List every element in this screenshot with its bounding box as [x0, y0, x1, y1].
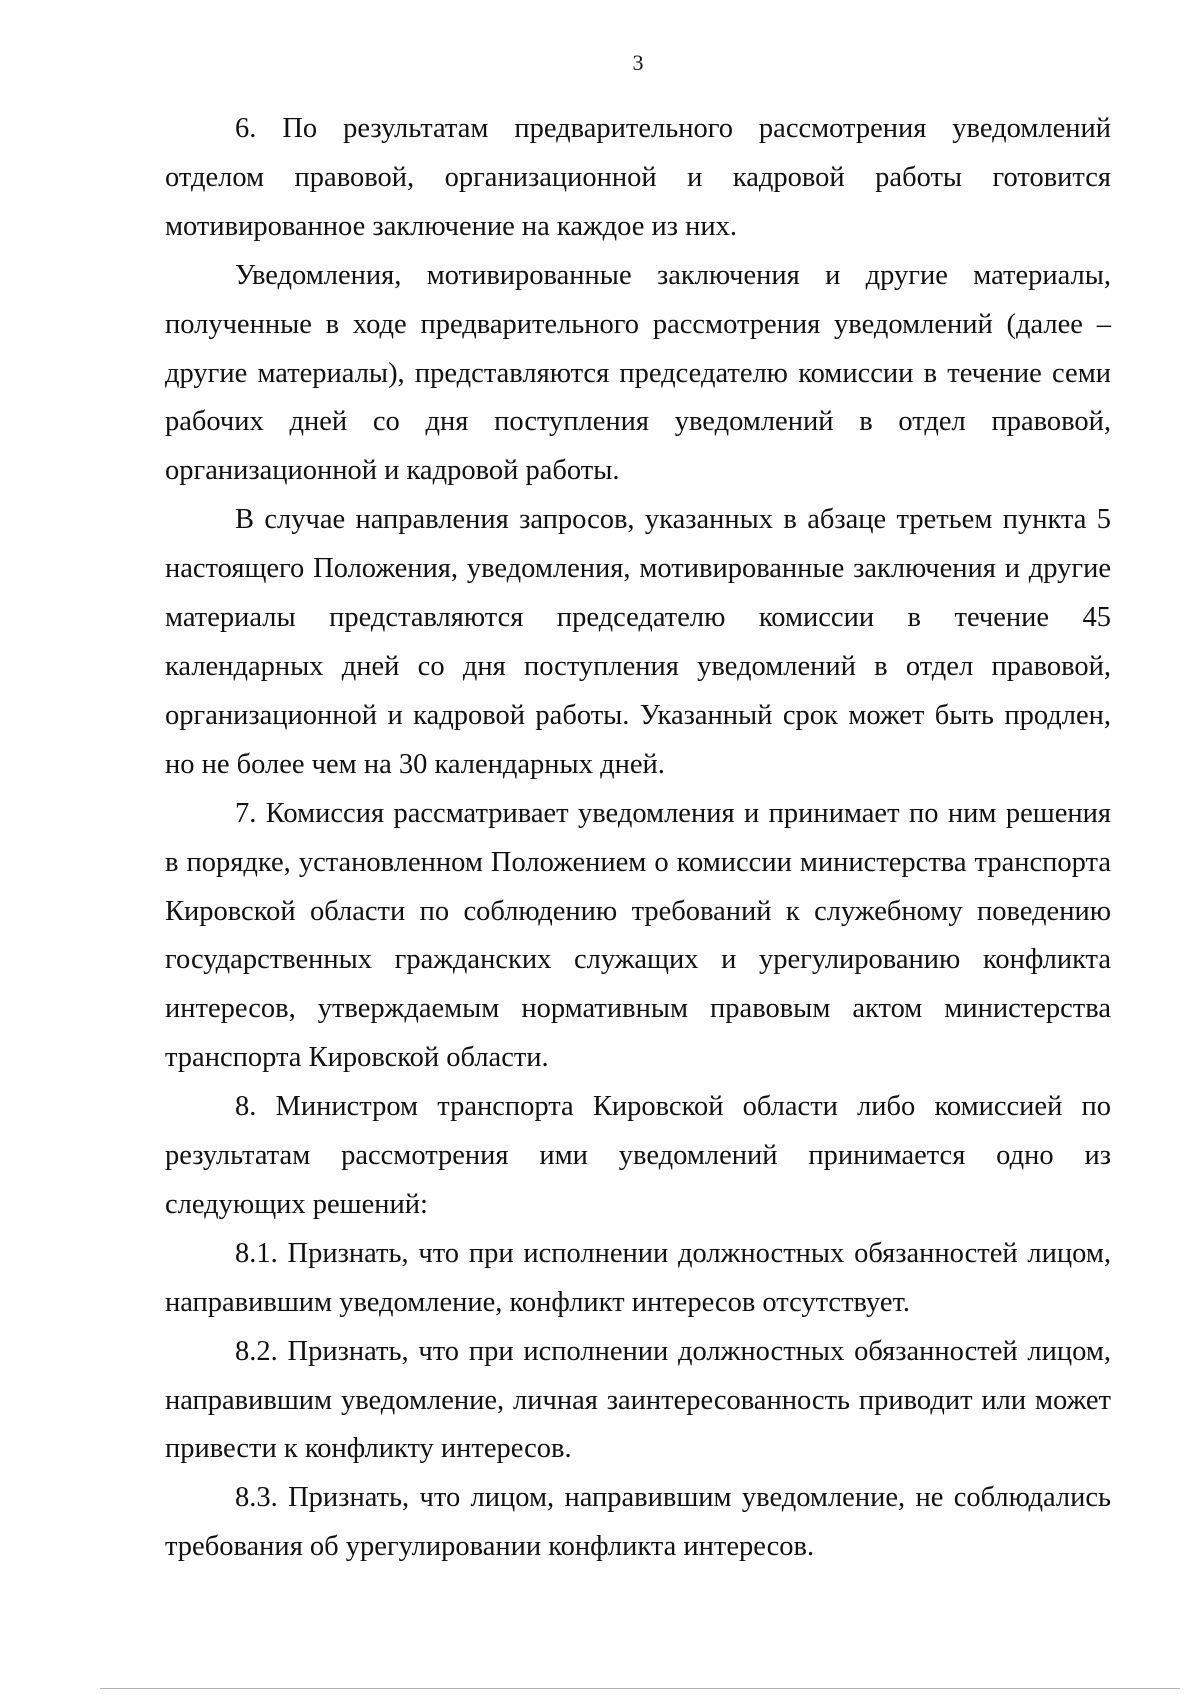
- paragraph-8: 8. Министром транспорта Кировской области либо комиссией по результатам рассмотрения ими уведомлений принимается одно из следующих решений:: [165, 1091, 1111, 1220]
- document-body: [165, 105, 1111, 1572]
- paragraph-6-requests: В случае направления запросов, указанных в абзаце третьем пункта 5 настоящего Положения, уведомления, мотивированные заключения и другие материалы представляются председателю комиссии в течение 45 календарных дней со дня поступления уведомлений в отдел правовой, организационной и кадровой работы. Указанный срок может быть продлен, но не более чем на 30 календарных дней.: [165, 504, 1111, 780]
- page-number: 3: [632, 50, 644, 75]
- scan-bottom-edge: [100, 1688, 1180, 1689]
- paragraph-7: 7. Комиссия рассматривает уведомления и принимает по ним решения в порядке, установленном Положением о комиссии министерства транспорта Кировской области по соблюдению требований к служебному поведению государственных гражданских служащих и урегулированию конфликта интересов, утверждаемым нормативным правовым актом министерства транспорта Кировской области.: [165, 797, 1111, 1074]
- paragraph-8-3: 8.3. Признать, что лицом, направившим уведомление, не соблюдались требования об урегулировании конфликта интересов.: [165, 1482, 1111, 1563]
- paragraph-6-materials: Уведомления, мотивированные заключения и другие материалы, полученные в ходе предварительного рассмотрения уведомлений (далее – другие материалы), представляются председателю комиссии в течение семи рабочих дней со дня поступления уведомлений в отдел правовой, организационной и кадровой работы.: [165, 259, 1111, 487]
- paragraph-6: 6. По результатам предварительного рассмотрения уведомлений отделом правовой, организационной и кадровой работы готовится мотивированное заключение на каждое из них.: [165, 113, 1111, 242]
- paragraph-8-1: 8.1. Признать, что при исполнении должностных обязанностей лицом, направившим уведомление, конфликт интересов отсутствует.: [165, 1237, 1111, 1318]
- paragraph-8-2: 8.2. Признать, что при исполнении должностных обязанностей лицом, направившим уведомление, личная заинтересованность приводит или может привести к конфликту интересов.: [165, 1335, 1111, 1465]
